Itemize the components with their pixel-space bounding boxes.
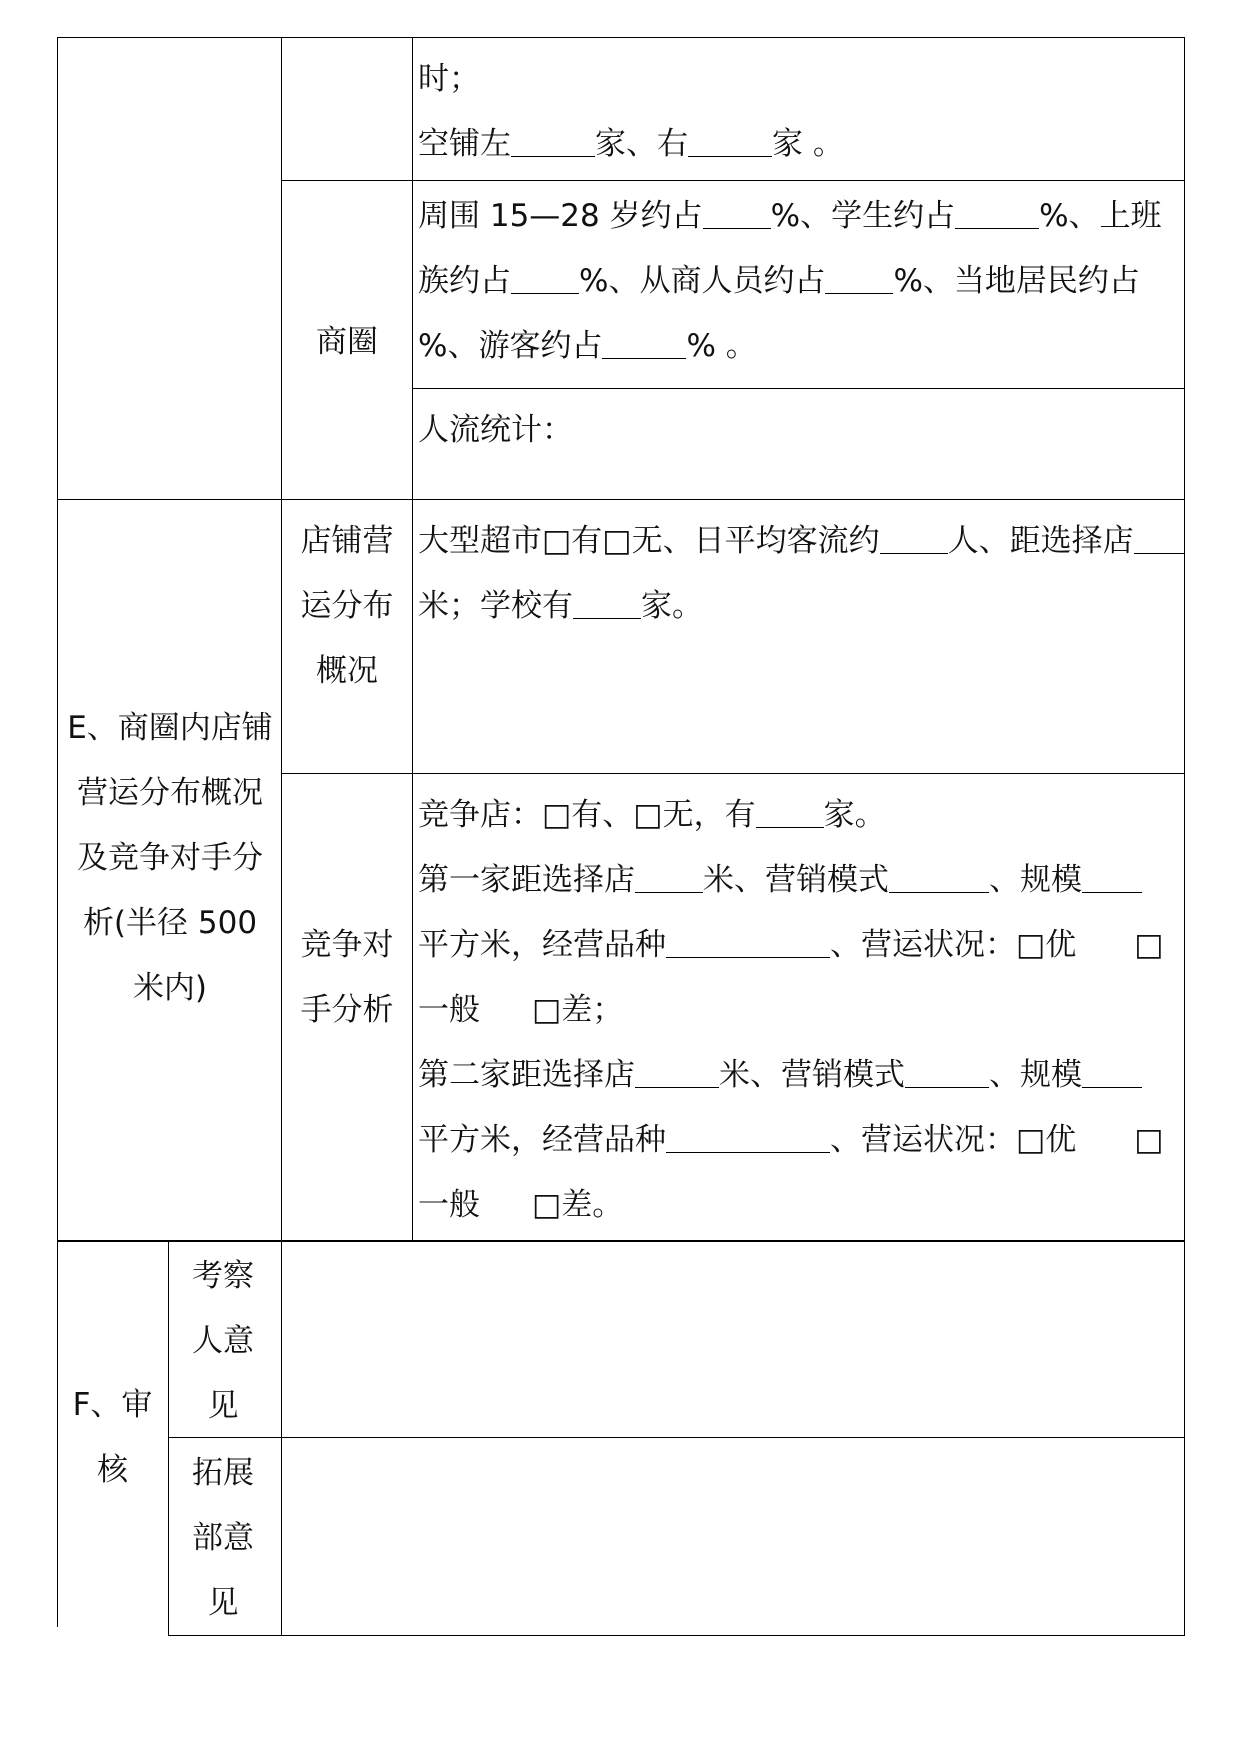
competitor-cell [413,774,1184,1240]
competitor1-line-2: 平方米，经营品种 、营运状况：□优 □ [418,927,1164,963]
supermarket-distance-blank[interactable] [1134,524,1184,554]
store-dist-line-2: 米；学校有 家。 [418,588,703,624]
age-15-28-blank[interactable] [703,199,771,229]
competitor2-distance-blank[interactable] [635,1058,719,1088]
tourists-blank[interactable] [602,329,686,359]
demographics-line-2: 族约占 %、从商人员约占 %、当地居民约占 [418,263,1140,299]
empty-shops-right-blank[interactable] [688,127,772,157]
demographics-line-1: 周围 15—28 岁约占 %、学生约占 %、上班 [418,198,1162,234]
competitor2-line-2: 平方米，经营品种 、营运状况：□优 □ [418,1122,1164,1158]
store-distribution-cell [413,500,1184,773]
store-dist-line-1: 大型超市□有□无、日平均客流约 人、距选择店 [418,509,1184,574]
competitor2-scale-blank[interactable] [1082,1058,1142,1088]
table-top-border [57,37,1185,38]
schools-count-blank[interactable] [573,589,641,619]
foot-traffic-label: 人流统计： [418,412,573,448]
expansion-opinion-label: 拓展部意见 [192,1455,254,1621]
col-divider-f [168,1240,169,1636]
table-bottom-border [168,1635,1185,1636]
competitor-label: 竞争对手分析 [300,927,394,1028]
students-blank[interactable] [955,199,1039,229]
demographics-line-3: %、游客约占 % 。 [418,328,757,364]
section-e-title: E、商圈内店铺营运分布概况及竞争对手分析(半径 500 米内) [67,710,273,1006]
competitor1-distance-blank[interactable] [635,863,703,893]
demographics-cell [413,181,1184,388]
office-workers-blank[interactable] [511,264,579,294]
empty-shops-line: 空铺左 家、右 家 。 [418,126,844,162]
section-f-title: F、审核 [72,1387,153,1488]
table-left-border [57,37,58,1627]
business-circle-label: 商圈 [316,324,378,360]
competitor-count-blank[interactable] [756,798,824,828]
competitor2-line-3: 一般 □差。 [418,1187,624,1223]
expansion-opinion-field[interactable] [282,1438,1184,1635]
row-divider-d2 [412,388,1185,389]
table-right-border [1184,37,1185,1636]
competitor2-line-1: 第二家距选择店 米、营销模式 、规模 [418,1043,1142,1108]
inspector-opinion-label: 考察人意见 [192,1258,254,1424]
competitor2-mode-blank[interactable] [905,1058,989,1088]
competitor2-variety-blank[interactable] [666,1123,830,1153]
daily-traffic-blank[interactable] [880,524,948,554]
competitor1-mode-blank[interactable] [889,863,989,893]
inspector-opinion-field[interactable] [282,1242,1184,1437]
competitor-line-1: 竞争店：□有、□无，有 家。 [418,797,886,833]
competitor1-line-1: 第一家距选择店 米、营销模式 、规模 [418,848,1142,913]
store-distribution-label: 店铺营运分布概况 [300,523,394,689]
competitor1-scale-blank[interactable] [1082,863,1142,893]
competitor1-line-3: 一般 □差； [418,992,624,1028]
business-people-blank[interactable] [825,264,893,294]
competitor1-variety-blank[interactable] [666,928,830,958]
cont-text-line: 时； [418,61,480,97]
empty-shops-left-blank[interactable] [511,127,595,157]
